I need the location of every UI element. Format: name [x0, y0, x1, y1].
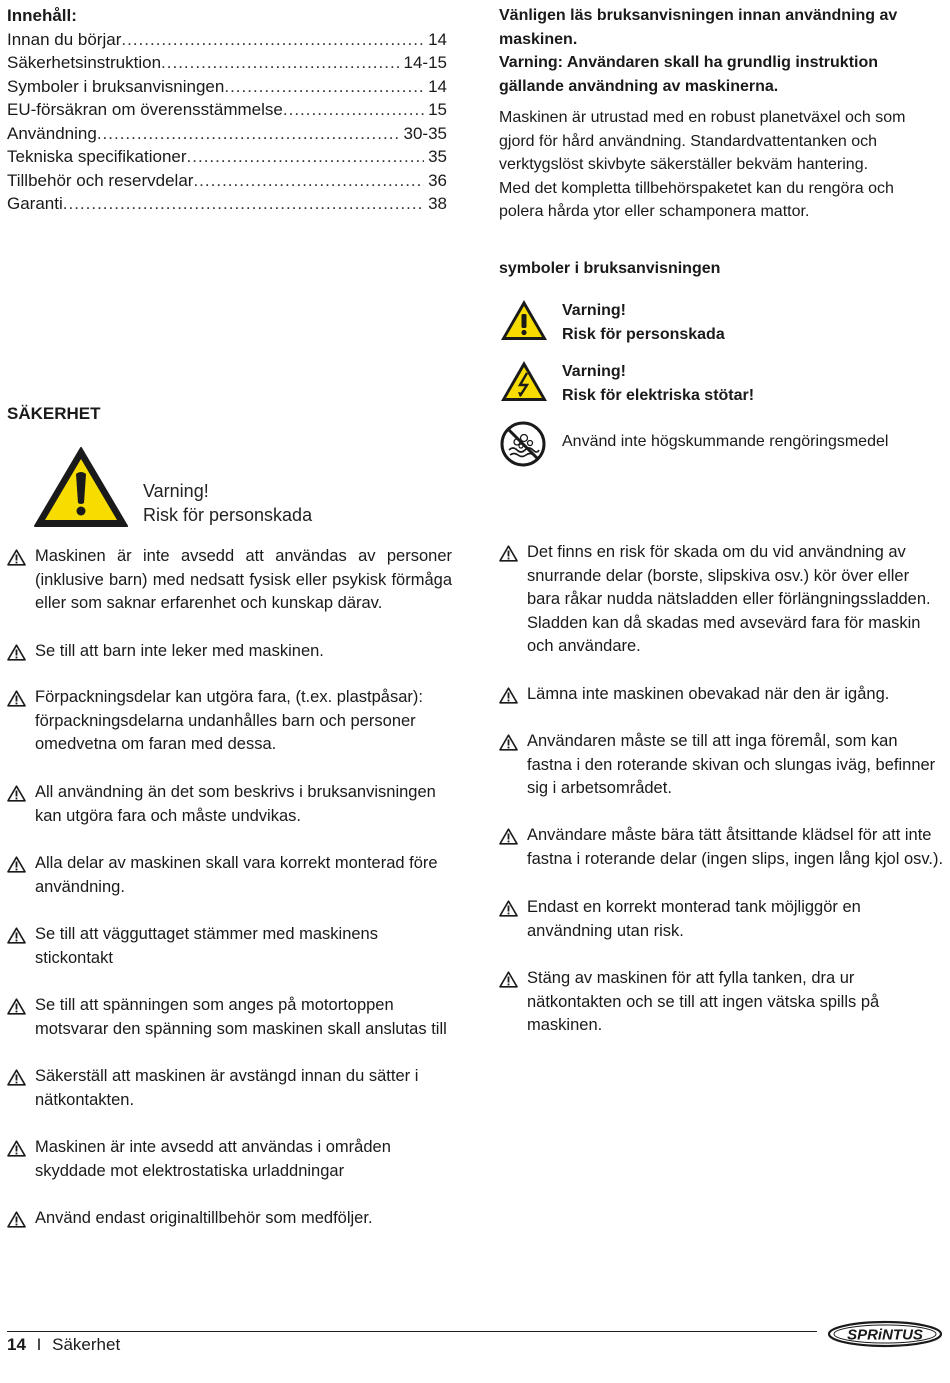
safety-item-text: Stäng av maskinen för att fylla tanken, dra ur nätkontakten och se till att ingen vätska spills på maskinen. [527, 969, 880, 1034]
safety-item-text: Se till att spänningen som anges på motortoppen motsvarar den spänning som maskinen skall anslutas till [35, 996, 447, 1038]
safety-item-text: Lämna inte maskinen obevakad när den är igång. [527, 685, 890, 703]
footer-divider [7, 1331, 817, 1332]
warning-triangle-icon [499, 734, 518, 751]
safety-item-text: All användning än det som beskrivs i bruksanvisningen kan utgöra fara och måste undvikas. [35, 783, 436, 825]
footer-page-info [7, 1335, 120, 1355]
sprintus-logo [827, 1320, 943, 1348]
table-of-contents [7, 4, 447, 216]
page-number: 14 [7, 1335, 26, 1354]
toc-entry-page: 14-15 [403, 53, 447, 72]
safety-item [7, 1136, 447, 1183]
warning-triangle-icon [499, 298, 549, 342]
warning-triangle-icon [7, 644, 26, 661]
warning-line2: Risk för personskada [143, 505, 313, 525]
symbol-electric-shock [499, 359, 939, 409]
toc-entry-page: 38 [428, 194, 447, 213]
toc-entry-label: Tillbehör och reservdelar [7, 170, 194, 190]
warning-triangle-icon [7, 856, 26, 873]
large-warning-triangle-icon [33, 446, 129, 528]
symbol-line2: Risk för personskada [562, 326, 725, 343]
toc-entry-label: Garanti [7, 194, 63, 213]
toc-entry-label: Innan du börjar [7, 29, 122, 49]
safety-item-text: Maskinen är inte avsedd att användas av personer (inklusive barn) med nedsatt fysisk eller psykisk förmåga eller som saknar erfarenhet och kunskap därav. [35, 547, 452, 612]
safety-item-text: Maskinen är inte avsedd att användas i områden skyddade mot elektrostatiska urladdningar [35, 1138, 391, 1180]
warning-triangle-icon [499, 828, 518, 845]
safety-item-text: Användare måste bära tätt åtsittande klädsel för att inte fastna i roterande delar (ingen slips, ingen lång kjol osv.). [527, 826, 944, 868]
warning-triangle-icon [499, 545, 518, 562]
toc-entry-label: Tekniska specifikationer [7, 147, 187, 166]
warning-triangle-icon [499, 900, 518, 917]
toc-leader-dots [283, 98, 424, 122]
safety-item-text: Se till att vägguttaget stämmer med maskinens stickontakt [35, 925, 378, 967]
safety-item-text: Alla delar av maskinen skall vara korrekt monterad före användning. [35, 854, 438, 896]
toc-entry [7, 169, 447, 193]
warning-triangle-icon [7, 1140, 26, 1157]
logo-text: SPRiNTUS [847, 1326, 923, 1344]
toc-entry-page: 36 [428, 170, 447, 190]
toc-leader-dots [161, 51, 399, 75]
intro-read-first: Vänligen läs bruksanvisningen innan användning av maskinen. Varning: Användaren skall ha grundlig instruktion gällande användning av maskinerna. [499, 7, 898, 95]
safety-item-text: Användaren måste se till att inga föremål, som kan fastna i den roterande skivan och slungas iväg, befinner sig i arbetsområdet. [527, 732, 936, 797]
symbol-personal-injury [499, 298, 939, 348]
footer-separator: I [36, 1335, 42, 1354]
toc-leader-dots [63, 192, 424, 216]
safety-item [499, 896, 944, 943]
toc-leader-dots [121, 28, 424, 52]
safety-heading: SÄKERHET [7, 404, 101, 423]
warning-line1: Varning! [143, 481, 209, 501]
safety-item [499, 967, 939, 1038]
safety-item [499, 541, 944, 659]
warning-triangle-icon [7, 690, 26, 707]
toc-entry-page: 30-35 [403, 123, 447, 143]
toc-leader-dots [193, 169, 424, 193]
large-warning-text [143, 479, 312, 527]
safety-item [7, 923, 447, 970]
warning-triangle-icon [499, 971, 518, 988]
symbol-line1: Använd inte högskummande rengöringsmedel [562, 433, 889, 450]
footer-section: Säkerhet [52, 1335, 121, 1354]
warning-triangle-icon [7, 785, 26, 802]
safety-item-text: Det finns en risk för skada om du vid användning av snurrande delar (borste, slipskiva osv.) kör över eller bara råkar nudda nätsladden eller förlängningssladden. Sladden kan då skadas med avsevärd fara för maskin och användare. [527, 543, 931, 655]
symbol-line1: Varning! [562, 302, 627, 319]
warning-triangle-icon [499, 687, 518, 704]
safety-item-text: Endast en korrekt monterad tank möjliggör en användning utan risk. [527, 898, 861, 940]
toc-entry-label: Symboler i bruksanvisningen [7, 76, 225, 96]
toc-entry-label: Säkerhetsinstruktion [7, 53, 162, 72]
safety-item [7, 686, 447, 757]
toc-entry-page: 14 [428, 76, 447, 96]
toc-entry-page: 35 [428, 147, 447, 166]
electric-shock-triangle-icon [499, 359, 549, 403]
toc-title: Innehåll: [7, 6, 77, 25]
toc-entry-page: 15 [428, 100, 447, 119]
safety-item [499, 824, 944, 871]
safety-item [7, 1207, 447, 1231]
safety-item-text: Säkerställ att maskinen är avstängd innan du sätter i nätkontakten. [35, 1067, 419, 1109]
safety-item [7, 545, 452, 616]
symbol-line2: Risk för elektriska stötar! [562, 387, 755, 404]
safety-item [499, 730, 944, 801]
safety-item [7, 781, 447, 828]
toc-entry-label: Användning [7, 123, 97, 143]
warning-triangle-icon [7, 1069, 26, 1086]
symbol-no-foam [499, 420, 939, 468]
toc-entry-page: 14 [428, 29, 447, 49]
symbols-title: symboler i bruksanvisningen [499, 260, 721, 277]
warning-triangle-icon [7, 549, 26, 566]
toc-leader-dots [97, 122, 400, 146]
safety-item [499, 683, 939, 707]
safety-item-text: Använd endast originaltillbehör som medföljer. [35, 1209, 373, 1227]
toc-leader-dots [187, 145, 425, 169]
warning-triangle-icon [7, 1211, 26, 1228]
toc-leader-dots [224, 75, 424, 99]
symbol-line1: Varning! [562, 363, 627, 380]
toc-entry [7, 51, 447, 75]
safety-item [7, 994, 452, 1041]
warning-triangle-icon [7, 998, 26, 1015]
toc-entry [7, 98, 447, 122]
intro-description: Maskinen är utrustad med en robust planetväxel och som gjord för hård användning. Standardvattentanken och verktygslöst skivbyte säkerställer bekväm hantering. Med det kompletta tillbehörspaketet kan du rengöra och polera hårda ytor eller schamponera mattor. [499, 109, 906, 220]
safety-item [7, 852, 447, 899]
toc-entry [7, 122, 447, 146]
no-foam-icon [499, 420, 547, 468]
warning-triangle-icon [7, 927, 26, 944]
toc-entry [7, 75, 447, 99]
toc-entry [7, 28, 447, 52]
toc-entry-label: EU-försäkran om överensstämmelse [7, 100, 283, 119]
toc-entry [7, 192, 447, 216]
toc-entry [7, 145, 447, 169]
safety-item-text: Förpackningsdelar kan utgöra fara, (t.ex. plastpåsar): förpackningsdelarna undanhålles barn och personer omedvetna om faran med dessa. [35, 688, 423, 753]
intro-section [499, 4, 939, 232]
safety-item-text: Se till att barn inte leker med maskinen. [35, 642, 324, 660]
safety-item [7, 640, 447, 664]
safety-item [7, 1065, 447, 1112]
